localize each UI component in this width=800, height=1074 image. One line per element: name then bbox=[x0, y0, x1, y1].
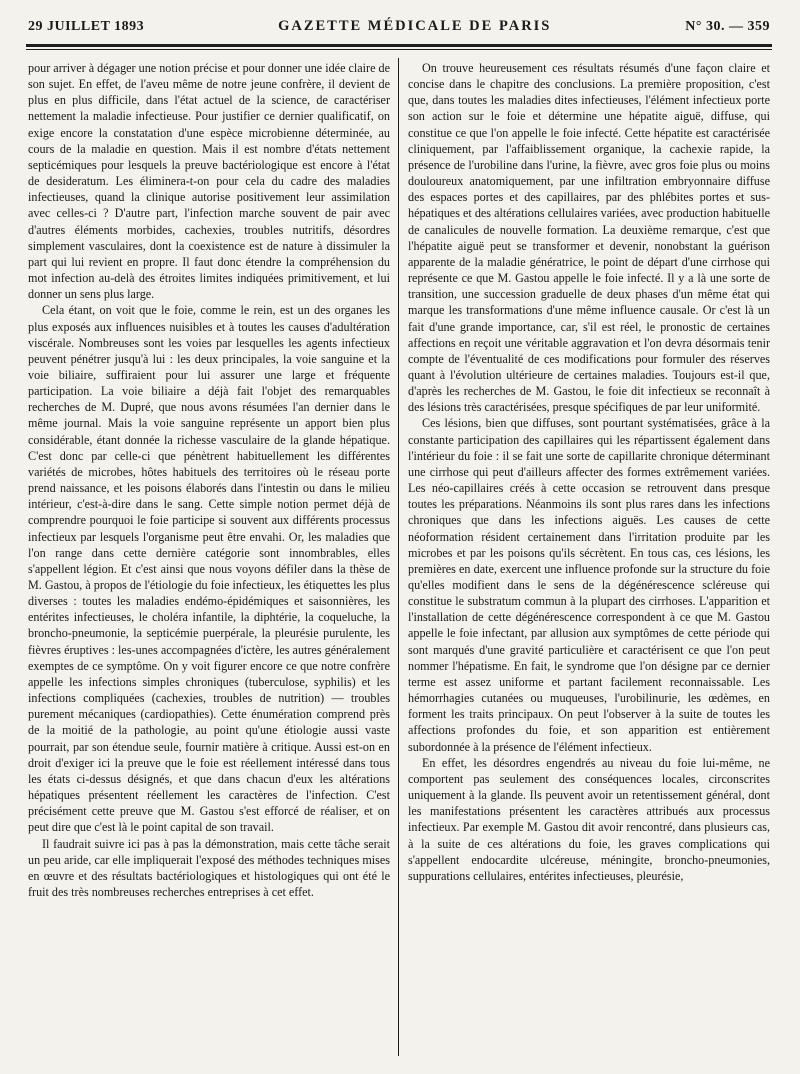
issue-page-number: N° 30. — 359 bbox=[685, 19, 770, 34]
paragraph: Cela étant, on voit que le foie, comme le rein, est un des organes les plus exposés aux influences nuisibles et à toutes les causes d'adultération viscérale. Nombreuses sont les voies par lesquelles les agents infectieux peuvent pénétrer jusqu'à lui : les deux principales, la voie sanguine et la voie biliaire, suffiraient pour lui assurer une large et fréquente participation. La voie biliaire a déjà fait l'objet des remarquables recherches de M. Dupré, que nous avons résumées l'an dernier dans le même journal. Mais la voie sanguine représente un apport bien plus considérable, étant donnée la richesse vasculaire de la glande hépatique. C'est donc par celle-ci que pénètrent habituellement les différentes variétés de microbes, hôtes habituels des territoires où le réseau porte prend naissance, et les poisons élaborés dans l'intestin ou dans le milieu intérieur, c'est-à-dire dans le sang. Cette simple notion permet déjà de comprendre pourquoi le foie participe si souvent aux différents processus infectieux par lesquels l'organisme peut être envahi. Or, les maladies que l'on range dans cette dernière catégorie sont innombrables, elles s'appellent légion. Et c'est ainsi que nous voyons défiler dans la thèse de M. Gastou, à propos de l'étiologie du foie infectieux, les étiquettes les plus diverses : toutes les maladies endémo-épidémiques et saisonnières, les entérites infectieuses, le choléra infantile, la diphtérie, la coqueluche, la broncho-pneumonie, la septicémie puerpérale, la pleurésie purulente, les fièvres éruptives : les-unes accompagnées d'ictère, les autres généralement exemptes de ce symptôme. On y voit figurer encore ce que notre confrère appelle les infections simples chroniques (tuberculose, syphilis) et les infections compliquées (cachexies, troubles de nutrition) — troubles purement mécaniques (cardiopathies). Cette énumération comprend près de la moitié de la pathologie, au point qu'une étiologie aussi vaste pourrait, par son étendue seule, fournir matière à critique. Aussi est-on en droit d'exiger ici la preuve que le foie est réellement intéressé dans tous les états ci-dessus désignés, et que dans chacun d'eux les altérations hépatiques présentent réellement les caractères de l'infection. C'est précisément cette preuve que M. Gastou s'est efforcé de réaliser, et on peut dire que c'est là le point capital de son travail. bbox=[28, 303, 390, 835]
paragraph: Il faudrait suivre ici pas à pas la démonstration, mais cette tâche serait un peu aride, car elle impliquerait l'exposé des méthodes techniques mises en œuvre et des résultats bactériologiques et histologiques qui ont été le fruit des très nombreuses recherches entreprises à cet effet. bbox=[28, 836, 390, 899]
right-column bbox=[408, 60, 770, 884]
paragraph: On trouve heureusement ces résultats résumés d'une façon claire et concise dans le chapitre des conclusions. La première proposition, c'est que, dans toutes les maladies dites infectieuses, l'élément infectieux porte son action sur le foie et détermine une hépatite aiguë, diffuse, qui constitue ce que l'on appelle le foie infecté. Cette hépatite est caractérisée cliniquement, par l'affaiblissement organique, la cachexie rapide, la présence de l'urobiline dans l'urine, la fièvre, avec gros foie plus ou moins douloureux anatomiquement, par une infiltration embryonnaire diffuse des espaces portes et des capillaires, par des phlébites portes et sus-hépatiques et des altérations cellulaires variées, avec production habituelle de canalicules de nouvelle formation. La deuxième remarque, c'est que l'hépatite aiguë peut se transformer et devenir, nonobstant la guérison apparente de la maladie génératrice, le point de départ d'une cirrhose qui représente ce que M. Gastou appelle le foie infecté. Il y a là une sorte de transition, une succession graduelle de deux phases d'un même état qui marque les transformations d'une même influence causale. Or c'est là un fait d'une grande importance, car, s'il est réel, le pronostic de certaines affections en reçoit une véritable aggravation et l'on devra désormais tenir compte de l'éventualité de ces modifications pour formuler des réserves quant à l'évolution ultérieure de certaines maladies. Toujours est-il que, d'après les recherches de M. Gastou, le foie dit infectieux se reconnaît à des lésions très caractérisées, presque spécifiques de par leur uniformité. bbox=[408, 61, 770, 415]
header-rule bbox=[26, 44, 772, 47]
paragraph: En effet, les désordres engendrés au niveau du foie lui-même, ne comportent pas seulement des conséquences locales, circonscrites uniquement à la glande. Ils peuvent avoir un retentissement général, dont les manifestations présentent les caractères attribués aux processus infectieux. Par exemple M. Gastou dit avoir rencontré, dans plusieurs cas, à la suite de ces altérations du foie, les graves complications qui s'appellent endocardite ulcéreuse, méningite, broncho-pneumonies, suppurations cellulaires, entérites infectieuses, pleurésie, bbox=[408, 755, 770, 883]
paragraph: Ces lésions, bien que diffuses, sont pourtant systématisées, grâce à la constante participation des capillaires qui les répartissent également dans l'intérieur du foie : il se fait une sorte de capillarite chronique déterminant une cirrhose qui peut d'ailleurs affecter des formes extrêmement variées. Les néo-capillaires créés à cette occasion se retrouvent dans presque toutes les préparations. Néanmoins ils sont plus rares dans les infections chroniques que dans les infections aiguës. Les causes de cette néoformation résident certainement dans l'irritation produite par les microbes et par les poisons qu'ils sécrètent. En tous cas, ces lésions, les premières en date, exercent une influence profonde sur la structure du foie qu'elles modifient dans le sens de la dégénérescence scléreuse qui constitue le substratum commun à la plupart des cirrhoses. L'apparition et l'installation de cette dégénérescence correspondent à ce que M. Gastou appelle le foie infectant, par allusion aux symptômes de cette période qui sont marqués d'une gravité particulière et caractérisent ce que l'on peut nommer l'hépatisme. En fait, le syndrome que l'on désigne par ce dernier terme est assez uniforme et partant facilement reconnaissable. Les hémorrhagies cutanées ou muqueuses, l'urobilinurie, les œdèmes, en forment les traits principaux. On peut l'observer à la suite de toutes les affections profondes du foie, et son apparition est entièrement subordonnée à la présence de l'élément infectieux. bbox=[408, 416, 770, 754]
issue-date: 29 JUILLET 1893 bbox=[28, 19, 145, 34]
page-header bbox=[28, 18, 770, 42]
journal-title: GAZETTE MÉDICALE DE PARIS bbox=[278, 18, 552, 34]
left-column bbox=[28, 60, 390, 900]
column-divider bbox=[398, 58, 399, 1056]
header-rule-thin bbox=[26, 49, 772, 50]
paragraph: pour arriver à dégager une notion précise et pour donner une idée claire de son sujet. En effet, de l'aveu même de notre jeune confrère, il devient de plus en plus difficile, dans l'état actuel de la science, de caractériser nettement la maladie infectieuse. Pour justifier ce dernier qualificatif, on exige encore la constatation d'une espèce microbienne déterminée, au cours de la maladie en question. Mais il est nombre d'états nettement septicémiques pour lesquels la preuve bactériologique est encore à l'état de desideratum. Les éliminera-t-on pour cela du cadre des maladies infectieuses, quand la clinique autorise positivement leur assimilation avec celles-ci ? D'autre part, l'infection marche souvent de pair avec d'autres éléments morbides, cachexies, troubles nutritifs, désordres simplement vasculaires, dont la coexistence est de nature à dissimuler la part qui lui revient en propre. Il faut donc étendre la compréhension du mot infection au-delà des étroites limites indiquées primitivement, et lui donner un sens plus large. bbox=[28, 61, 390, 302]
